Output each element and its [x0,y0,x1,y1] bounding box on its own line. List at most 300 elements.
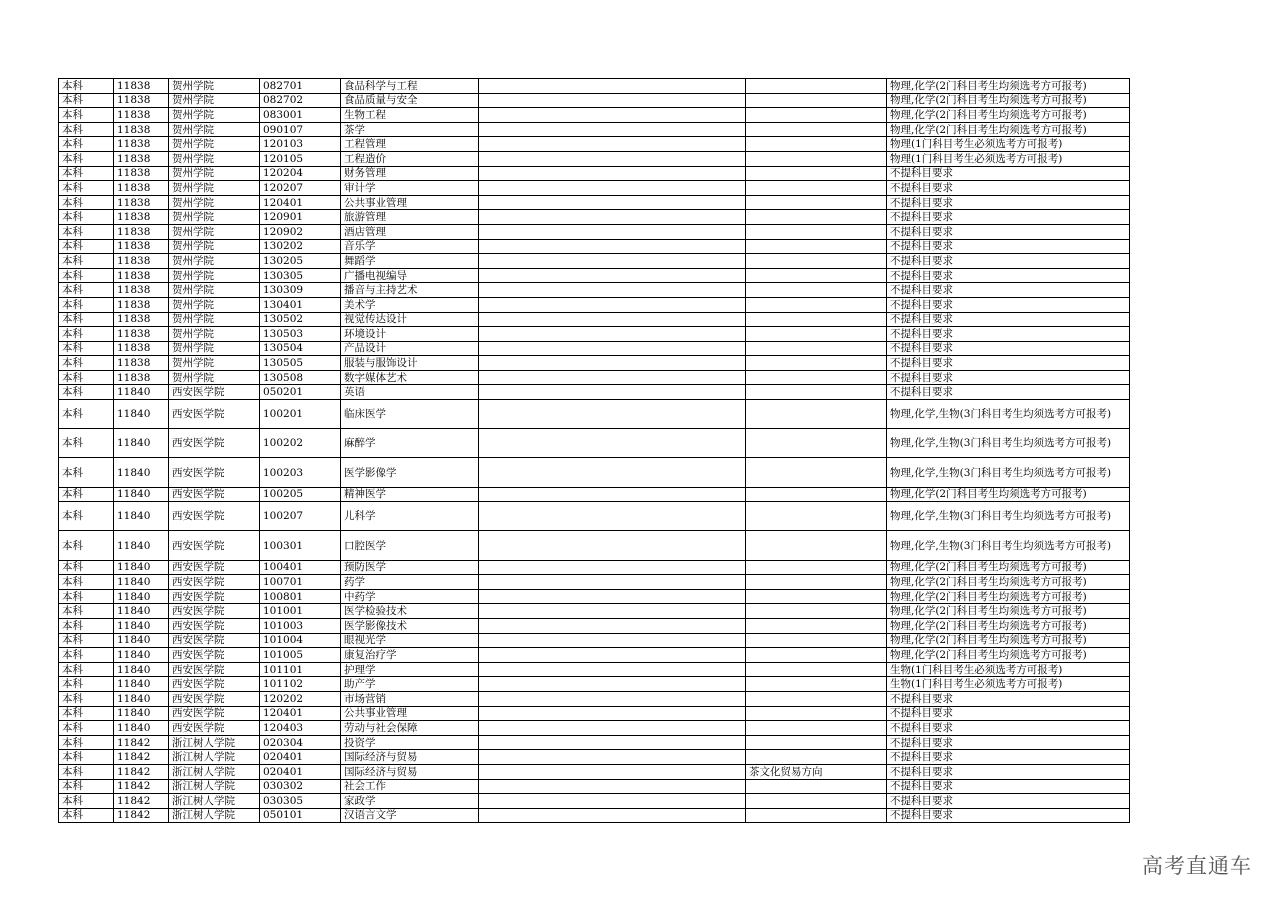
direction-cell [746,195,887,210]
subject-requirement-cell: 不提科目要求 [887,356,1130,371]
major-name-cell: 美术学 [341,297,479,312]
table-row [59,151,1130,166]
direction-cell [746,575,887,590]
school-code-cell: 11840 [114,604,169,619]
subject-requirement-cell: 物理,化学(2门科目考生均须选考方可报考) [887,122,1130,137]
direction-cell [746,808,887,823]
major-name-cell: 产品设计 [341,341,479,356]
notes-cell [479,356,746,371]
school-code-cell: 11840 [114,400,169,429]
school-name-cell: 贺州学院 [169,166,260,181]
major-name-cell: 麻醉学 [341,429,479,458]
direction-cell [746,370,887,385]
level-cell: 本科 [59,779,114,794]
subject-requirement-cell: 不提科目要求 [887,750,1130,765]
level-cell: 本科 [59,341,114,356]
notes-cell [479,93,746,108]
major-name-cell: 医学影像学 [341,458,479,487]
level-cell: 本科 [59,239,114,254]
level-cell: 本科 [59,706,114,721]
notes-cell [479,122,746,137]
table-row [59,122,1130,137]
table-row [59,166,1130,181]
major-code-cell: 100401 [260,560,341,575]
direction-cell [746,254,887,269]
direction-cell [746,779,887,794]
notes-cell [479,487,746,502]
level-cell: 本科 [59,458,114,487]
notes-cell [479,589,746,604]
subject-requirement-cell: 物理,化学(2门科目考生均须选考方可报考) [887,604,1130,619]
major-name-cell: 旅游管理 [341,210,479,225]
major-name-cell: 临床医学 [341,400,479,429]
direction-cell [746,210,887,225]
notes-cell [479,195,746,210]
level-cell: 本科 [59,618,114,633]
subject-requirement-cell: 物理,化学(2门科目考生均须选考方可报考) [887,487,1130,502]
school-name-cell: 浙江树人学院 [169,764,260,779]
subject-requirement-cell: 不提科目要求 [887,224,1130,239]
major-code-cell: 130401 [260,297,341,312]
school-code-cell: 11838 [114,356,169,371]
subject-requirement-cell: 物理,化学(2门科目考生均须选考方可报考) [887,560,1130,575]
major-name-cell: 广播电视编导 [341,268,479,283]
level-cell: 本科 [59,79,114,94]
major-code-cell: 120105 [260,151,341,166]
school-name-cell: 贺州学院 [169,254,260,269]
major-code-cell: 100801 [260,589,341,604]
major-code-cell: 130305 [260,268,341,283]
school-code-cell: 11838 [114,312,169,327]
school-name-cell: 贺州学院 [169,151,260,166]
table-row [59,400,1130,429]
level-cell: 本科 [59,750,114,765]
direction-cell [746,79,887,94]
notes-cell [479,502,746,531]
level-cell: 本科 [59,210,114,225]
major-code-cell: 083001 [260,108,341,123]
notes-cell [479,370,746,385]
subject-requirement-cell: 不提科目要求 [887,268,1130,283]
major-code-cell: 101101 [260,662,341,677]
notes-cell [479,137,746,152]
direction-cell [746,93,887,108]
school-name-cell: 贺州学院 [169,93,260,108]
major-code-cell: 130205 [260,254,341,269]
school-name-cell: 浙江树人学院 [169,779,260,794]
school-name-cell: 西安医学院 [169,691,260,706]
table-row [59,691,1130,706]
major-name-cell: 工程管理 [341,137,479,152]
level-cell: 本科 [59,531,114,560]
table-row [59,706,1130,721]
notes-cell [479,224,746,239]
school-code-cell: 11838 [114,93,169,108]
school-name-cell: 浙江树人学院 [169,794,260,809]
school-name-cell: 贺州学院 [169,137,260,152]
school-code-cell: 11842 [114,750,169,765]
school-name-cell: 贺州学院 [169,122,260,137]
direction-cell [746,589,887,604]
school-name-cell: 贺州学院 [169,327,260,342]
direction-cell [746,487,887,502]
table-row [59,181,1130,196]
school-name-cell: 贺州学院 [169,268,260,283]
level-cell: 本科 [59,808,114,823]
subject-requirement-cell: 物理,化学(2门科目考生均须选考方可报考) [887,575,1130,590]
school-code-cell: 11838 [114,137,169,152]
level-cell: 本科 [59,122,114,137]
notes-cell [479,779,746,794]
major-code-cell: 120401 [260,706,341,721]
notes-cell [479,633,746,648]
subject-requirement-cell: 不提科目要求 [887,691,1130,706]
major-name-cell: 舞蹈学 [341,254,479,269]
school-code-cell: 11840 [114,633,169,648]
major-code-cell: 100205 [260,487,341,502]
major-name-cell: 食品质量与安全 [341,93,479,108]
level-cell: 本科 [59,108,114,123]
subject-requirement-cell: 不提科目要求 [887,166,1130,181]
major-code-cell: 101102 [260,677,341,692]
school-name-cell: 西安医学院 [169,400,260,429]
school-code-cell: 11842 [114,794,169,809]
subject-requirement-cell: 物理,化学,生物(3门科目考生均须选考方可报考) [887,531,1130,560]
school-code-cell: 11840 [114,575,169,590]
major-code-cell: 100203 [260,458,341,487]
school-name-cell: 西安医学院 [169,385,260,400]
direction-cell [746,283,887,298]
level-cell: 本科 [59,735,114,750]
level-cell: 本科 [59,604,114,619]
school-code-cell: 11838 [114,341,169,356]
level-cell: 本科 [59,400,114,429]
subject-requirement-cell: 物理,化学(2门科目考生均须选考方可报考) [887,633,1130,648]
notes-cell [479,735,746,750]
table-row [59,385,1130,400]
table-row [59,560,1130,575]
school-name-cell: 贺州学院 [169,356,260,371]
school-code-cell: 11838 [114,297,169,312]
major-name-cell: 环境设计 [341,327,479,342]
direction-cell [746,721,887,736]
school-name-cell: 贺州学院 [169,195,260,210]
school-name-cell: 西安医学院 [169,604,260,619]
notes-cell [479,327,746,342]
table-row [59,589,1130,604]
notes-cell [479,385,746,400]
table-row [59,341,1130,356]
notes-cell [479,108,746,123]
major-name-cell: 医学检验技术 [341,604,479,619]
notes-cell [479,691,746,706]
major-code-cell: 120103 [260,137,341,152]
direction-cell [746,662,887,677]
major-code-cell: 130202 [260,239,341,254]
table-row [59,487,1130,502]
major-code-cell: 050201 [260,385,341,400]
major-name-cell: 中药学 [341,589,479,604]
level-cell: 本科 [59,137,114,152]
level-cell: 本科 [59,283,114,298]
school-code-cell: 11838 [114,108,169,123]
notes-cell [479,531,746,560]
notes-cell [479,808,746,823]
table-row [59,633,1130,648]
table-row [59,458,1130,487]
notes-cell [479,721,746,736]
school-code-cell: 11840 [114,502,169,531]
major-code-cell: 100207 [260,502,341,531]
direction-cell [746,122,887,137]
major-code-cell: 130503 [260,327,341,342]
direction-cell [746,604,887,619]
major-code-cell: 130505 [260,356,341,371]
major-code-cell: 130309 [260,283,341,298]
subject-requirement-cell: 物理,化学,生物(3门科目考生均须选考方可报考) [887,502,1130,531]
direction-cell [746,750,887,765]
level-cell: 本科 [59,356,114,371]
school-code-cell: 11838 [114,195,169,210]
school-name-cell: 西安医学院 [169,429,260,458]
notes-cell [479,794,746,809]
subject-requirement-cell: 物理,化学(2门科目考生均须选考方可报考) [887,648,1130,663]
subject-requirement-cell: 不提科目要求 [887,297,1130,312]
major-code-cell: 120902 [260,224,341,239]
school-code-cell: 11838 [114,239,169,254]
level-cell: 本科 [59,575,114,590]
subject-requirement-cell: 不提科目要求 [887,370,1130,385]
major-name-cell: 投资学 [341,735,479,750]
table-row [59,210,1130,225]
subject-requirement-cell: 生物(1门科目考生必须选考方可报考) [887,662,1130,677]
school-name-cell: 贺州学院 [169,224,260,239]
school-name-cell: 西安医学院 [169,662,260,677]
subject-requirement-cell: 物理,化学,生物(3门科目考生均须选考方可报考) [887,429,1130,458]
notes-cell [479,79,746,94]
school-code-cell: 11838 [114,254,169,269]
table-row [59,327,1130,342]
school-name-cell: 西安医学院 [169,531,260,560]
direction-cell [746,312,887,327]
school-name-cell: 贺州学院 [169,341,260,356]
direction-cell [746,341,887,356]
level-cell: 本科 [59,721,114,736]
level-cell: 本科 [59,764,114,779]
school-name-cell: 贺州学院 [169,370,260,385]
school-code-cell: 11840 [114,531,169,560]
school-name-cell: 浙江树人学院 [169,750,260,765]
major-name-cell: 公共事业管理 [341,706,479,721]
direction-cell [746,429,887,458]
major-code-cell: 120202 [260,691,341,706]
subject-requirement-cell: 不提科目要求 [887,312,1130,327]
subject-requirement-cell: 不提科目要求 [887,779,1130,794]
major-code-cell: 090107 [260,122,341,137]
major-name-cell: 视觉传达设计 [341,312,479,327]
subject-requirement-cell: 物理,化学,生物(3门科目考生均须选考方可报考) [887,400,1130,429]
major-code-cell: 082701 [260,79,341,94]
table-row [59,677,1130,692]
major-name-cell: 公共事业管理 [341,195,479,210]
level-cell: 本科 [59,151,114,166]
level-cell: 本科 [59,502,114,531]
table-row [59,764,1130,779]
subject-requirement-cell: 物理(1门科目考生必须选考方可报考) [887,151,1130,166]
direction-cell [746,108,887,123]
notes-cell [479,151,746,166]
notes-cell [479,254,746,269]
subject-requirement-cell: 不提科目要求 [887,735,1130,750]
notes-cell [479,458,746,487]
school-name-cell: 贺州学院 [169,283,260,298]
notes-cell [479,618,746,633]
direction-cell [746,794,887,809]
table-row [59,312,1130,327]
direction-cell [746,633,887,648]
school-code-cell: 11838 [114,181,169,196]
major-name-cell: 儿科学 [341,502,479,531]
direction-cell [746,385,887,400]
major-code-cell: 100301 [260,531,341,560]
school-code-cell: 11840 [114,721,169,736]
school-name-cell: 西安医学院 [169,575,260,590]
notes-cell [479,648,746,663]
major-name-cell: 生物工程 [341,108,479,123]
level-cell: 本科 [59,370,114,385]
direction-cell [746,677,887,692]
table-row [59,618,1130,633]
major-name-cell: 审计学 [341,181,479,196]
level-cell: 本科 [59,633,114,648]
major-code-cell: 130502 [260,312,341,327]
notes-cell [479,400,746,429]
school-code-cell: 11840 [114,618,169,633]
subject-requirement-cell: 不提科目要求 [887,239,1130,254]
direction-cell [746,297,887,312]
major-code-cell: 101005 [260,648,341,663]
level-cell: 本科 [59,166,114,181]
school-name-cell: 西安医学院 [169,487,260,502]
notes-cell [479,677,746,692]
major-name-cell: 工程造价 [341,151,479,166]
school-code-cell: 11838 [114,224,169,239]
direction-cell: 茶文化贸易方向 [746,764,887,779]
major-code-cell: 120901 [260,210,341,225]
subject-requirement-cell: 不提科目要求 [887,764,1130,779]
direction-cell [746,151,887,166]
subject-requirement-cell: 不提科目要求 [887,181,1130,196]
table-row [59,195,1130,210]
school-code-cell: 11838 [114,79,169,94]
table-row [59,604,1130,619]
subject-requirement-cell: 物理,化学,生物(3门科目考生均须选考方可报考) [887,458,1130,487]
school-code-cell: 11840 [114,560,169,575]
school-code-cell: 11840 [114,458,169,487]
notes-cell [479,575,746,590]
notes-cell [479,181,746,196]
school-code-cell: 11838 [114,283,169,298]
major-name-cell: 助产学 [341,677,479,692]
table-row [59,93,1130,108]
direction-cell [746,224,887,239]
level-cell: 本科 [59,487,114,502]
school-code-cell: 11840 [114,487,169,502]
level-cell: 本科 [59,385,114,400]
table-row [59,429,1130,458]
table-row [59,531,1130,560]
school-code-cell: 11842 [114,764,169,779]
level-cell: 本科 [59,195,114,210]
table-row [59,808,1130,823]
direction-cell [746,327,887,342]
direction-cell [746,648,887,663]
major-name-cell: 食品科学与工程 [341,79,479,94]
school-code-cell: 11842 [114,808,169,823]
table-row [59,268,1130,283]
school-code-cell: 11840 [114,429,169,458]
major-code-cell: 030302 [260,779,341,794]
level-cell: 本科 [59,429,114,458]
major-name-cell: 数字媒体艺术 [341,370,479,385]
table-row [59,297,1130,312]
major-code-cell: 101003 [260,618,341,633]
notes-cell [479,283,746,298]
notes-cell [479,312,746,327]
admission-requirements-table [58,78,1130,823]
notes-cell [479,706,746,721]
school-name-cell: 贺州学院 [169,297,260,312]
subject-requirement-cell: 不提科目要求 [887,706,1130,721]
major-name-cell: 康复治疗学 [341,648,479,663]
major-name-cell: 茶学 [341,122,479,137]
school-name-cell: 西安医学院 [169,706,260,721]
school-code-cell: 11838 [114,166,169,181]
table-row [59,239,1130,254]
school-name-cell: 西安医学院 [169,589,260,604]
level-cell: 本科 [59,648,114,663]
direction-cell [746,458,887,487]
subject-requirement-cell: 不提科目要求 [887,794,1130,809]
major-code-cell: 120204 [260,166,341,181]
level-cell: 本科 [59,327,114,342]
subject-requirement-cell: 物理,化学(2门科目考生均须选考方可报考) [887,618,1130,633]
major-name-cell: 国际经济与贸易 [341,764,479,779]
table-row [59,356,1130,371]
major-code-cell: 120401 [260,195,341,210]
direction-cell [746,239,887,254]
table-row [59,575,1130,590]
school-code-cell: 11840 [114,706,169,721]
school-code-cell: 11842 [114,779,169,794]
subject-requirement-cell: 物理(1门科目考生必须选考方可报考) [887,137,1130,152]
school-name-cell: 西安医学院 [169,560,260,575]
table-body [59,79,1130,823]
school-code-cell: 11840 [114,691,169,706]
major-code-cell: 020304 [260,735,341,750]
subject-requirement-cell: 不提科目要求 [887,254,1130,269]
major-name-cell: 医学影像技术 [341,618,479,633]
major-code-cell: 100701 [260,575,341,590]
notes-cell [479,210,746,225]
school-name-cell: 贺州学院 [169,108,260,123]
notes-cell [479,239,746,254]
level-cell: 本科 [59,677,114,692]
notes-cell [479,341,746,356]
level-cell: 本科 [59,560,114,575]
school-code-cell: 11838 [114,268,169,283]
school-name-cell: 西安医学院 [169,721,260,736]
